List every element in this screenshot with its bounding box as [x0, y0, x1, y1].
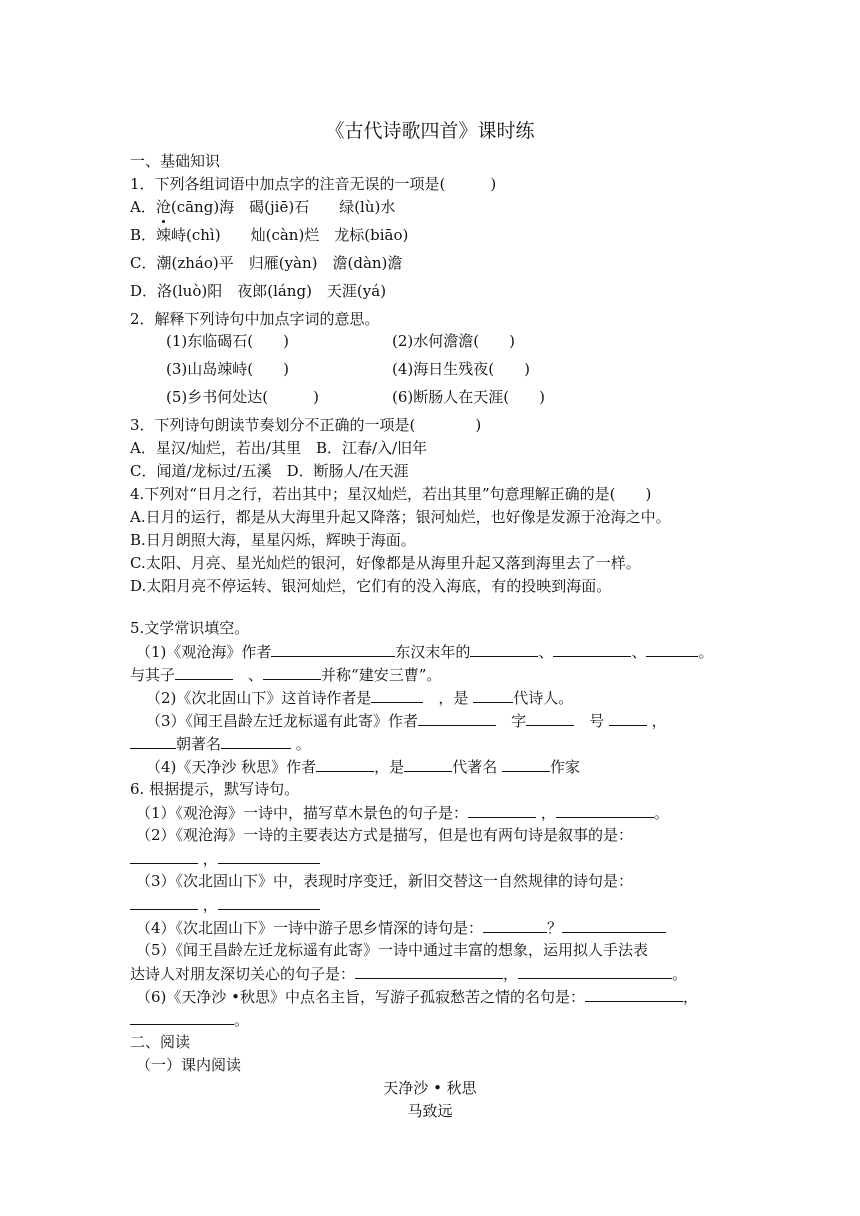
page-title: 《古代诗歌四首》课时练	[325, 120, 535, 142]
q6-line-5: ，	[130, 894, 320, 915]
q6-line-3: ，	[130, 848, 320, 869]
q2-item-2: (2)水何澹澹( )	[392, 332, 515, 350]
q5-line-5: 朝著名 。	[130, 733, 311, 754]
q6-line-7: （5）《闻王昌龄左迁龙标遥有此寄》一诗中通过丰富的想象，运用拟人手法表	[136, 941, 649, 959]
section-basic-knowledge: 一、基础知识	[130, 152, 221, 170]
poem-author: 马致远	[407, 1102, 453, 1120]
q5-line-1: （1)《观沧海》作者 东汉末年的 、 、 。	[136, 643, 714, 661]
q1-stem: 1．下列各组词语中加点字的注音无误的一项是( )	[130, 175, 497, 193]
q3-options-cd: C．闻道/龙标过/五溪 D．断肠人/在天涯	[130, 462, 409, 480]
q6-line-2: （2）《观沧海》一诗的主要表达方式是描写，但是也有两句诗是叙事的是：	[136, 826, 634, 844]
q5-line-6: （4)《天净沙 秋思》作者 ，是 代著名 作家	[146, 758, 580, 776]
q6-line-6: （4）《次北固山下》一诗中游子思乡情深的诗句是： ？	[136, 917, 666, 938]
q6-line-9: （6)《天净沙 •秋思》中点名主旨，写游子孤寂愁苦之情的名句是： ，	[136, 988, 699, 1006]
q4-option-b: B.日月朗照大海，星星闪烁，辉映于海面。	[130, 531, 416, 549]
q2-item-5: (5)乡书何处达( )	[166, 388, 319, 406]
q1-option-d: D．洛(luò)阳 夜郎(láng) 天涯(yá)	[130, 282, 387, 300]
q4-option-d: D.太阳月亮不停运转、银河灿烂，它们有的没入海底，有的投映到海面。	[130, 577, 612, 595]
q4-option-a: A.日月的运行，都是从大海里升起又降落；银河灿烂，也好像是发源于沧海之中。	[130, 508, 671, 526]
q2-stem: 2．解释下列诗句中加点字词的意思。	[130, 310, 380, 328]
section-reading: 二、阅读	[130, 1033, 191, 1051]
q1-option-a: A．沧(cāng)海 碣(jiē)石 绿(lù)水	[130, 198, 396, 216]
q2-item-1: (1)东临碣石( )	[166, 332, 289, 350]
q3-options-ab: A．星汉/灿烂，若出/其里 B．江春/入/旧年	[130, 439, 428, 457]
q4-option-c: C.太阳、月亮、星光灿烂的银河，好像都是从海里升起又落到海里去了一样。	[130, 554, 641, 572]
subsection-in-class-reading: （一）课内阅读	[136, 1056, 242, 1074]
q1-option-c: C．潮(zháo)平 归雁(yàn) 澹(dàn)澹	[130, 254, 403, 272]
poem-title: 天净沙 • 秋思	[383, 1079, 477, 1097]
q6-line-1: （1）《观沧海》一诗中，描写草木景色的句子是： ， 。	[136, 804, 669, 822]
q6-line-8: 达诗人对朋友深切关心的句子是： ， 。	[130, 965, 688, 983]
q4-stem: 4.下列对“日月之行，若出其中；星汉灿烂，若出其里”句意理解正确的是( )	[130, 485, 652, 503]
q2-item-3: (3)山岛竦峙( )	[166, 360, 289, 378]
q2-item-6: (6)断肠人在天涯( )	[392, 388, 545, 406]
q1-option-b: B．竦峙(chì) 灿(càn)烂 龙标(biāo)	[130, 226, 409, 244]
q6-line-10: 。	[130, 1009, 249, 1030]
q5-line-2: 与其子 、 并称“建安三曹”。	[130, 666, 442, 684]
q3-stem: 3．下列诗句朗读节奏划分不正确的一项是( )	[130, 416, 482, 434]
q5-stem: 5.文学常识填空。	[130, 619, 250, 637]
q5-line-3: （2)《次北固山下》这首诗作者是 ，是 代诗人。	[146, 689, 574, 707]
q6-line-4: （3）《次北固山下》中，表现时序变迁，新旧交替这一自然规律的诗句是：	[136, 872, 634, 890]
q2-item-4: (4)海日生残夜( )	[392, 360, 530, 378]
q5-line-4: （3）《闻王昌龄左迁龙标遥有此寄》作者 字 号 ，	[146, 712, 667, 730]
q6-stem: 6. 根据提示，默写诗句。	[130, 780, 300, 798]
